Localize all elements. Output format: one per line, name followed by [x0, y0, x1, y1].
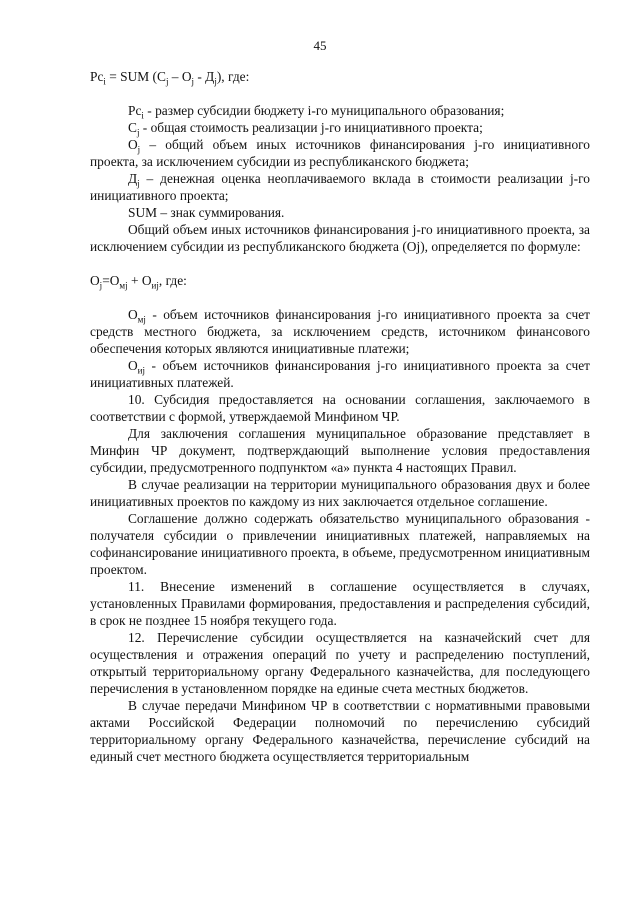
formula-other-sources: $О_j=О_{мj} + О_{иj}$, где:	[90, 273, 187, 291]
definition-item: $Д_j$ – денежная оценка неоплачиваемого вклада в стоимости реализации j-го инициативного проекта;	[90, 171, 590, 203]
paragraph: 11. Внесение изменений в соглашение осуществляется в случаях, установленных Правилами формирования, предоставления и распределения субсидий, в срок не позднее 15 ноября текущего года.	[90, 579, 590, 628]
page-number: 45	[313, 38, 327, 53]
definition-item: $С_j$ - общая стоимость реализации j-го инициативного проекта;	[128, 120, 483, 138]
definition-item: $О_{иj}$ - объем источников финансирования j-го инициативного проекта за счет инициативных платежей.	[90, 358, 590, 390]
paragraph: 10. Субсидия предоставляется на основании соглашения, заключаемого в соответствии с формой, утверждаемой Минфином ЧР.	[90, 392, 590, 424]
definition-item: $Рс_i$ - размер субсидии бюджету i-го муниципального образования;	[128, 103, 505, 121]
paragraph: В случае передачи Минфином ЧР в соответствии с нормативными правовыми актами Российской Федерации полномочий по перечислению субсидий территориальному органу Федерального казначейства, перечисление субсидий на единый счет местного бюджета осуществляется территориальным	[90, 698, 590, 764]
definition-item: $О_{мj}$ - объем источников финансирования j-го инициативного проекта за счет средств местного бюджета, за исключением средств, источником финансового обеспечения которых являются инициативные платежи;	[90, 307, 590, 356]
paragraph: Соглашение должно содержать обязательство муниципального образования - получателя субсидии о привлечении инициативных платежей, направляемых на софинансирование инициативного проекта, в объеме, предусмотренном инициативным проектом.	[90, 511, 590, 577]
definition-sum: SUM – знак суммирования.	[128, 205, 285, 220]
document-body	[90, 68, 590, 765]
paragraph: Для заключения соглашения муниципальное образование представляет в Минфин ЧР документ, подтверждающий выполнение условия предоставления субсидии, предусмотренного подпунктом «а» пункта 4 настоящих Правил.	[90, 426, 590, 475]
definition-item: $О_j$ – общий объем иных источников финансирования j-го инициативного проекта, за исключением субсидии из республиканского бюджета;	[90, 137, 590, 169]
formula-subsidy: $Рс_i$ = SUM $(С_j - О_j - Д_j)$, где:	[90, 69, 250, 87]
formula-intro: Общий объем иных источников финансирования j-го инициативного проекта, за исключением субсидии из республиканского бюджета (Оj), определяется по формуле:	[90, 222, 590, 254]
paragraph: 12. Перечисление субсидии осуществляется на казначейский счет для осуществления и отражения операций по учету и распределению поступлений, открытый территориальному органу Федерального казначейства, для последующего перечисления в установленном порядке на единые счета местных бюджетов.	[90, 630, 590, 696]
paragraph: В случае реализации на территории муниципального образования двух и более инициативных проектов по каждому из них заключается отдельное соглашение.	[90, 477, 590, 509]
